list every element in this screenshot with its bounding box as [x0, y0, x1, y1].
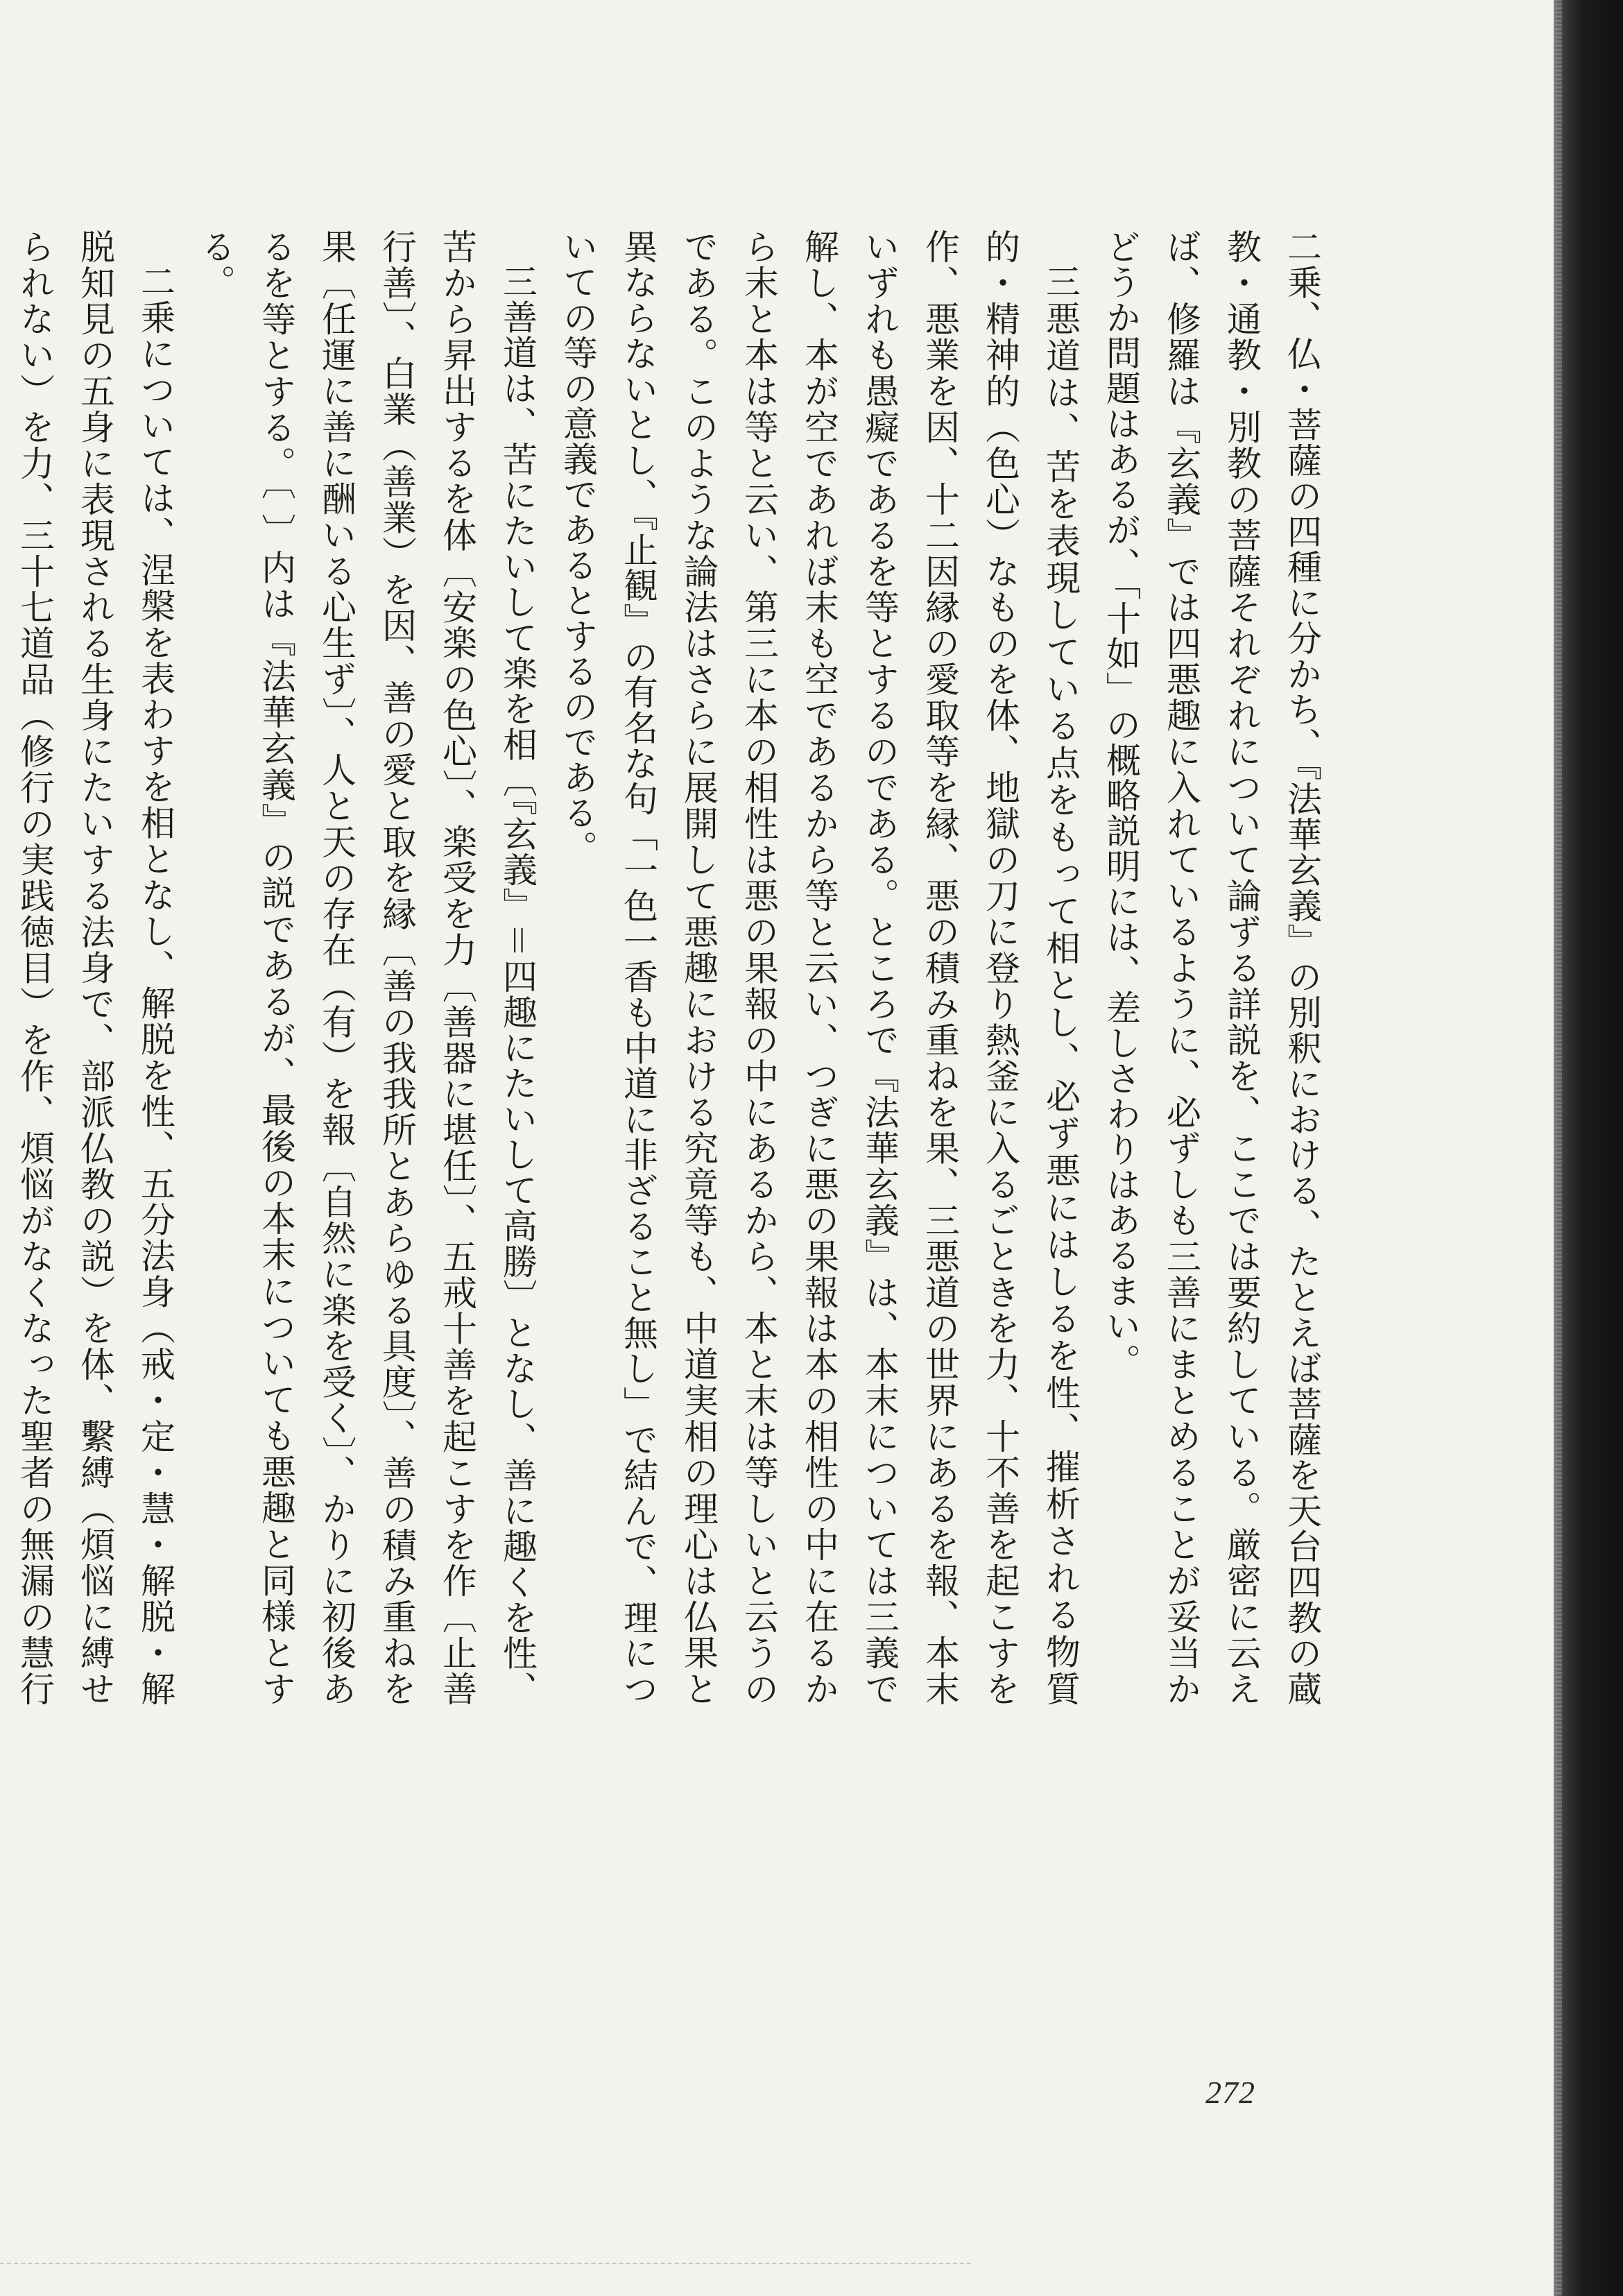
page-number: 272 — [1205, 2075, 1255, 2110]
body-text — [15, 229, 1332, 1706]
paragraph-2: 三悪道は、苦を表現している点をもって相とし、必ず悪にはしるを性、摧析される物質的・精神的（色心）なものを体、地獄の刀に登り熱釜に入るごときを力、十不善を起こすを作、悪業を因、十二因縁の愛取等を縁、悪の積み重ねを果、三悪道の世界にあるを報、本末いずれも愚癡であるを等とするのである。ところで『法華玄義』は、本末については三義で解し、本が空であれば末も空であるから等と云い、つぎに悪の果報は本の相性の中に在るから末と本は等と云い、第三に本の相性は悪の果報の中にあるから、本と末は等しいと云うのである。このような論法はさらに展開して悪趣における究竟等も、中道実相の理心は仏果と異ならないとし、『止観』の有名な句「一色一香も中道に非ざること無し」で結んで、理についての等の意義であるとするのである。 — [558, 229, 1081, 1706]
binding-edge — [1554, 0, 1623, 2296]
paragraph-1: 二乗、仏・菩薩の四種に分かち、『法華玄義』の別釈における、たとえば菩薩を天台四教の蔵教・通教・別教の菩薩それぞれについて論ずる詳説を、ここでは要約している。厳密に云えば、修羅は『玄義』では四悪趣に入れているように、必ずしも三善にまとめることが妥当かどうか問題はあるが、「十如」の概略説明には、差しさわりはあるまい。 — [1101, 229, 1322, 1706]
paragraph-4: 二乗については、涅槃を表わすを相となし、解脱を性、五分法身（戒・定・慧・解脱・解脱知見の五身に表現される生身にたいする法身で、部派仏教の説）を体、繫縛（煩悩に縛せられない）を力、三十七道品（修行の実践徳目）を作、煩悩がなくなった聖者の無漏の慧行 — [15, 229, 175, 1706]
paragraph-3: 三善道は、苦にたいして楽を相〔『玄義』＝四趣にたいして高勝〕となし、善に趣くを性、苦から昇出するを体〔安楽の色心〕、楽受を力〔善器に堪任〕、五戒十善を起こすを作〔止善行善〕、白業（善業）を因、善の愛と取を縁〔善の我我所とあらゆる具度〕、善の積み重ねを果〔任運に善に酬いる心生ず〕、人と天の存在（有）を報〔自然に楽を受く〕、かりに初後あるを等とする。〔 〕内は『法華玄義』の説であるが、最後の本末についても悪趣と同様とする。 — [196, 229, 538, 1706]
scan-artifact-line — [0, 2263, 971, 2264]
